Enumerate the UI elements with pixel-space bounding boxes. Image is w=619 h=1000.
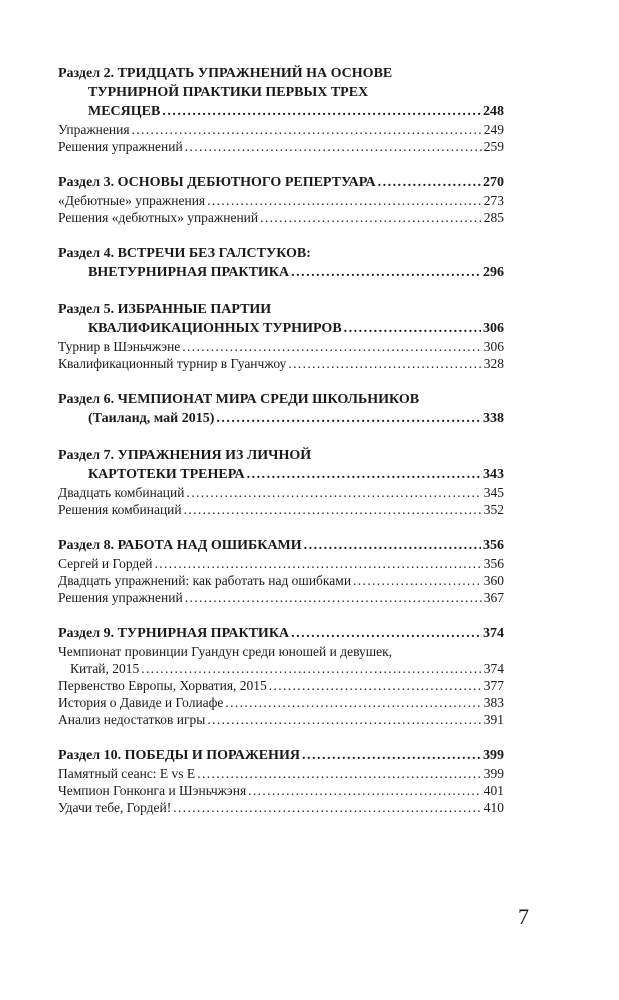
- toc-section: [58, 746, 504, 816]
- toc-entry: [58, 484, 504, 501]
- toc-entry: [58, 643, 504, 660]
- section-title: Раздел 5. ИЗБРАННЫЕ ПАРТИИ: [58, 302, 272, 317]
- toc-section: [58, 300, 504, 372]
- dot-leader: [288, 355, 481, 372]
- dot-leader: [182, 338, 481, 355]
- dot-leader: [141, 660, 481, 677]
- dot-leader: [197, 765, 482, 782]
- section-heading-line: [58, 64, 504, 83]
- section-heading-line: [58, 409, 504, 428]
- entry-title: Двадцать комбинаций: [58, 485, 185, 500]
- section-heading-line: [58, 102, 504, 121]
- dot-leader: [344, 319, 481, 338]
- section-title: Раздел 4. ВСТРЕЧИ БЕЗ ГАЛСТУКОВ:: [58, 246, 311, 261]
- page-ref: 273: [483, 193, 504, 208]
- entry-title: Чемпионат провинции Гуандун среди юношей и девушек,: [58, 644, 393, 659]
- dot-leader: [207, 192, 482, 209]
- toc-section: [58, 390, 504, 428]
- section-title: Раздел 8. РАБОТА НАД ОШИБКАМИ: [58, 538, 302, 553]
- section-heading-line: [58, 173, 504, 192]
- toc-section: [58, 536, 504, 606]
- entry-title: Анализ недостатков игры: [58, 712, 206, 727]
- page-ref: 338: [483, 411, 504, 426]
- toc-entry: [58, 799, 504, 816]
- toc-section: [58, 64, 504, 155]
- section-title: Раздел 9. ТУРНИРНАЯ ПРАКТИКА: [58, 626, 290, 641]
- section-heading-line: [58, 624, 504, 643]
- page-ref: 360: [483, 573, 504, 588]
- toc-entry: [58, 501, 504, 518]
- entry-title: Памятный сеанс: Е vs Е: [58, 766, 196, 781]
- toc-entry: [58, 209, 504, 226]
- table-of-contents: [58, 64, 504, 834]
- toc-section: [58, 446, 504, 518]
- toc-entry: [58, 572, 504, 589]
- section-title: Раздел 6. ЧЕМПИОНАТ МИРА СРЕДИ ШКОЛЬНИКОВ: [58, 392, 420, 407]
- entry-title: Решения комбинаций: [58, 502, 182, 517]
- page-number: 7: [518, 904, 529, 929]
- toc-entry: [58, 694, 504, 711]
- entry-title: Турнир в Шэньчжэне: [58, 339, 181, 354]
- page-ref: 259: [483, 139, 504, 154]
- page-ref: 356: [483, 538, 504, 553]
- dot-leader: [247, 465, 481, 484]
- section-title: (Таиланд, май 2015): [88, 411, 215, 426]
- dot-leader: [207, 711, 481, 728]
- dot-leader: [225, 694, 481, 711]
- entry-title: Квалификационный турнир в Гуанчжоу: [58, 356, 287, 371]
- dot-leader: [155, 555, 482, 572]
- section-title: КАРТОТЕКИ ТРЕНЕРА: [88, 467, 245, 482]
- entry-title: Удачи тебе, Гордей!: [58, 800, 172, 815]
- toc-entry: [58, 138, 504, 155]
- page-ref: 249: [483, 122, 504, 137]
- page-ref: 356: [483, 556, 504, 571]
- page-ref: 352: [483, 502, 504, 517]
- toc-entry: [58, 782, 504, 799]
- page-ref: 248: [483, 104, 504, 119]
- section-title: КВАЛИФИКАЦИОННЫХ ТУРНИРОВ: [88, 321, 342, 336]
- dot-leader: [291, 624, 481, 643]
- page-ref: 399: [483, 766, 504, 781]
- entry-title: Решения упражнений: [58, 590, 183, 605]
- section-title: Раздел 7. УПРАЖНЕНИЯ ИЗ ЛИЧНОЙ: [58, 448, 312, 463]
- section-title: МЕСЯЦЕВ: [88, 104, 161, 119]
- section-heading-line: [58, 263, 504, 282]
- dot-leader: [378, 173, 481, 192]
- section-heading-line: [58, 536, 504, 555]
- toc-entry: [58, 121, 504, 138]
- section-heading-line: [58, 390, 504, 409]
- section-heading-line: [58, 244, 504, 263]
- toc-entry: [58, 192, 504, 209]
- dot-leader: [185, 589, 482, 606]
- dot-leader: [260, 209, 482, 226]
- entry-title: Первенство Европы, Хорватия, 2015: [58, 678, 267, 693]
- dot-leader: [248, 782, 482, 799]
- section-heading-line: [58, 319, 504, 338]
- toc-entry: [58, 660, 504, 677]
- dot-leader: [186, 484, 481, 501]
- page-ref: 410: [483, 800, 504, 815]
- toc-entry: [58, 677, 504, 694]
- page-ref: 328: [483, 356, 504, 371]
- entry-title: Чемпион Гонконга и Шэньчжэня: [58, 783, 247, 798]
- page-ref: 345: [483, 485, 504, 500]
- toc-entry: [58, 338, 504, 355]
- toc-entry: [58, 555, 504, 572]
- dot-leader: [185, 138, 482, 155]
- section-title: ВНЕТУРНИРНАЯ ПРАКТИКА: [88, 265, 290, 280]
- dot-leader: [173, 799, 482, 816]
- toc-section: [58, 173, 504, 226]
- dot-leader: [162, 102, 481, 121]
- dot-leader: [302, 746, 481, 765]
- toc-section: [58, 624, 504, 728]
- page-ref: 391: [483, 712, 504, 727]
- dot-leader: [216, 409, 481, 428]
- toc-entry: [58, 355, 504, 372]
- page-ref: 374: [483, 626, 504, 641]
- toc-entry: [58, 589, 504, 606]
- section-heading-line: [58, 83, 504, 102]
- section-heading-line: [58, 300, 504, 319]
- page-ref: 399: [483, 748, 504, 763]
- dot-leader: [304, 536, 481, 555]
- section-heading-line: [58, 446, 504, 465]
- entry-title: Решения «дебютных» упражнений: [58, 210, 259, 225]
- entry-title: Сергей и Гордей: [58, 556, 153, 571]
- page-ref: 296: [483, 265, 504, 280]
- dot-leader: [184, 501, 482, 518]
- page-ref: 377: [483, 678, 504, 693]
- toc-section: [58, 244, 504, 282]
- page-ref: 367: [483, 590, 504, 605]
- page-ref: 401: [483, 783, 504, 798]
- entry-title: Решения упражнений: [58, 139, 183, 154]
- page-ref: 383: [483, 695, 504, 710]
- section-title: Раздел 3. ОСНОВЫ ДЕБЮТНОГО РЕПЕРТУАРА: [58, 175, 376, 190]
- section-heading-line: [58, 465, 504, 484]
- dot-leader: [269, 677, 482, 694]
- page-ref: 285: [483, 210, 504, 225]
- section-title: Раздел 10. ПОБЕДЫ И ПОРАЖЕНИЯ: [58, 748, 300, 763]
- entry-title: «Дебютные» упражнения: [58, 193, 206, 208]
- entry-title: История о Давиде и Голиафе: [58, 695, 224, 710]
- dot-leader: [353, 572, 482, 589]
- section-title: ТУРНИРНОЙ ПРАКТИКИ ПЕРВЫХ ТРЕХ: [88, 85, 369, 100]
- section-heading-line: [58, 746, 504, 765]
- dot-leader: [291, 263, 481, 282]
- page-ref: 343: [483, 467, 504, 482]
- page-ref: 374: [483, 661, 504, 676]
- entry-title: Упражнения: [58, 122, 130, 137]
- entry-title: Двадцать упражнений: как работать над ошибками: [58, 573, 352, 588]
- section-title: Раздел 2. ТРИДЦАТЬ УПРАЖНЕНИЙ НА ОСНОВЕ: [58, 66, 393, 81]
- page-ref: 306: [483, 321, 504, 336]
- toc-entry: [58, 765, 504, 782]
- page-ref: 270: [483, 175, 504, 190]
- toc-entry: [58, 711, 504, 728]
- entry-title: Китай, 2015: [70, 661, 140, 676]
- page-ref: 306: [483, 339, 504, 354]
- dot-leader: [132, 121, 482, 138]
